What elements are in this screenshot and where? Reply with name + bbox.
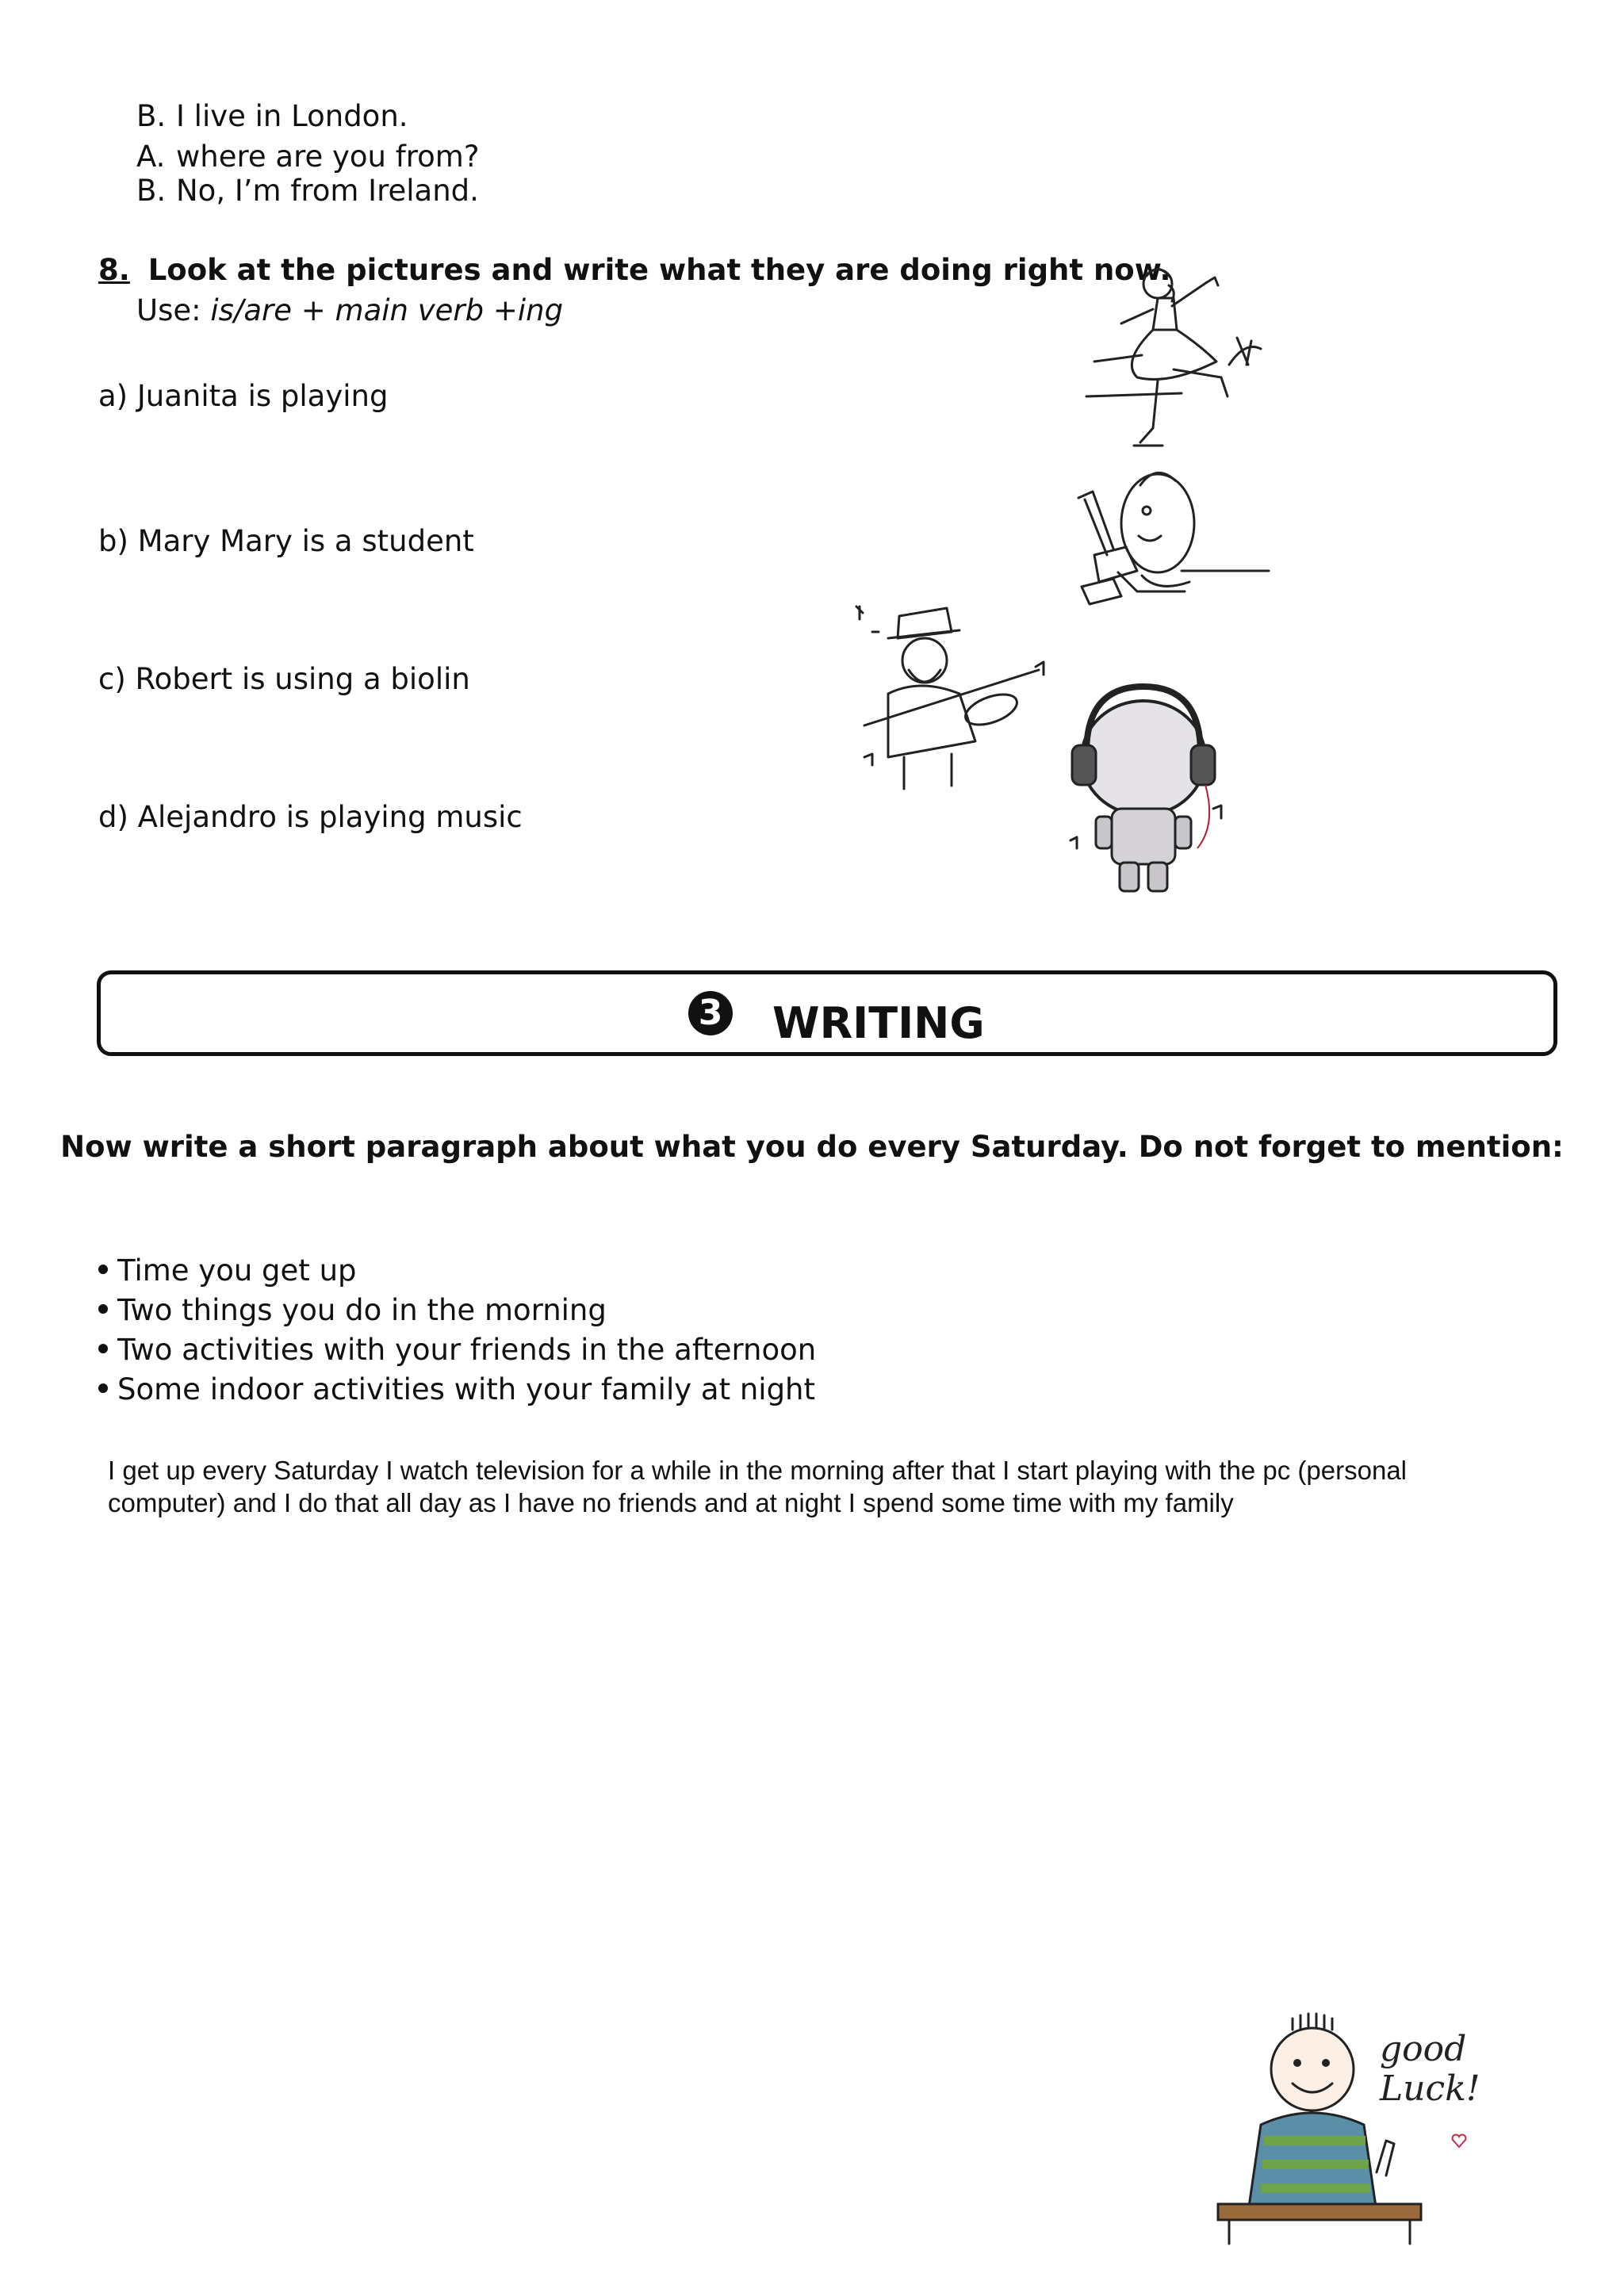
dialog-text: I live in London. [176, 99, 408, 133]
answer-a: a) Juanita is playing [98, 379, 389, 413]
answer-b: b) Mary Mary is a student [98, 524, 474, 558]
bullet-icon [98, 1304, 108, 1314]
skating-girl-illustration [1086, 262, 1269, 460]
answer-c: c) Robert is using a biolin [98, 662, 470, 696]
bullet-text: Two activities with your friends in the afternoon [117, 1333, 817, 1367]
question-number: 8. [98, 253, 130, 287]
heart-icon [1451, 2133, 1467, 2149]
list-item [98, 1291, 816, 1330]
use-formula: is/are + main verb +ing [210, 293, 564, 327]
student-writing-illustration [1063, 460, 1269, 626]
headphones-character-illustration [1055, 690, 1237, 904]
list-item [98, 1330, 816, 1370]
section-title: WRITING [772, 998, 985, 1048]
violinist-illustration [841, 591, 1063, 789]
question-8-heading [98, 254, 1171, 288]
section-number-badge: 3 [688, 991, 733, 1035]
dialog-speaker: B. [136, 99, 167, 133]
dialog-line [136, 100, 408, 134]
dialog-text: No, I’m from Ireland. [176, 174, 479, 208]
bullet-text: Two things you do in the morning [117, 1293, 607, 1327]
answer-d: d) Alejandro is playing music [98, 800, 523, 834]
use-label: Use: [136, 293, 201, 327]
dialog-speaker: B. [136, 174, 167, 208]
good-luck-text: good Luck! [1380, 2029, 1480, 2109]
writing-instruction: Now write a short paragraph about what you do every Saturday. Do not forget to mention: [60, 1130, 1564, 1164]
bullet-text: Some indoor activities with your family at night [117, 1372, 816, 1406]
writing-bullet-list [98, 1251, 816, 1410]
bullet-icon [98, 1344, 108, 1353]
dialog-text: where are you from? [176, 140, 480, 174]
question-8-use [136, 294, 563, 328]
writing-answer-text: I get up every Saturday I watch television for a while in the morning after that I start playing with the pc (personal computer) and I do that all day as I have no friends and at night I spend some time with my family [108, 1456, 1408, 1517]
list-item [98, 1251, 816, 1291]
bullet-icon [98, 1265, 108, 1274]
question-title: Look at the pictures and write what they are doing right now. [147, 253, 1171, 287]
bullet-icon [98, 1383, 108, 1393]
dialog-line [136, 174, 479, 209]
list-item [98, 1370, 816, 1410]
dialog-line [136, 140, 479, 174]
dialog-speaker: A. [136, 140, 166, 174]
bullet-text: Time you get up [117, 1253, 357, 1288]
